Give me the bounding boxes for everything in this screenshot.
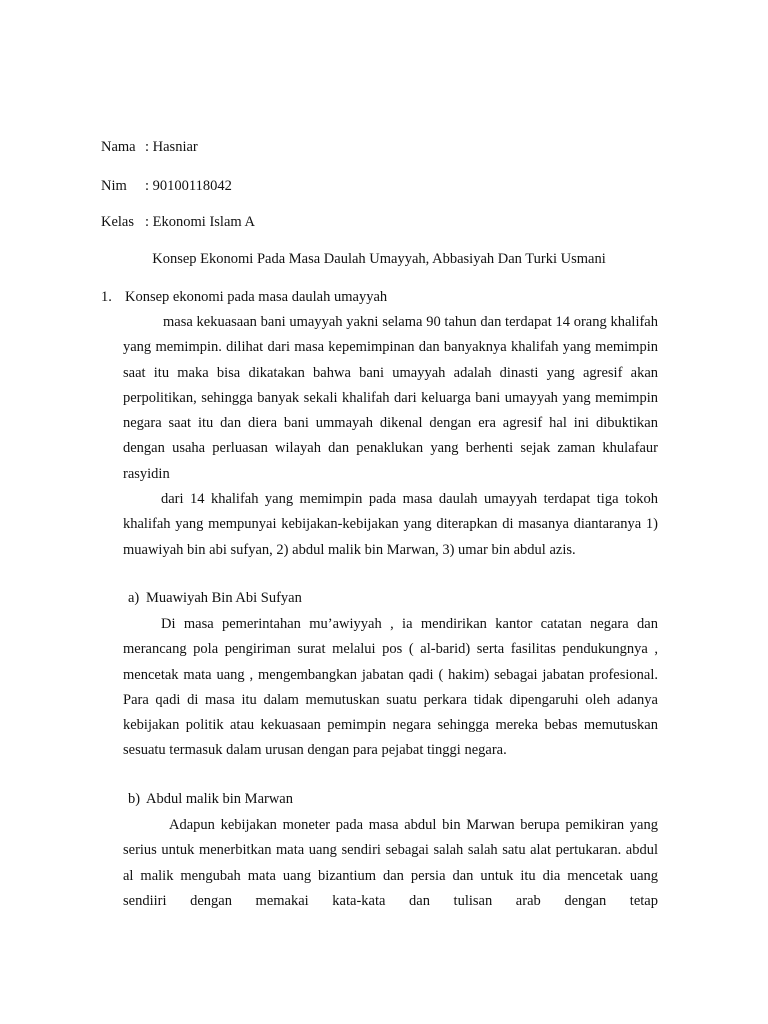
section-1-paragraph-2: dari 14 khalifah yang memimpin pada masa daulah umayyah terdapat tiga tokoh khalifah yang mempunyai kebijakan-kebijakan yang diterapkan di masanya diantaranya 1) muawiyah bin abi sufyan, 2) abdul malik bin Marwan, 3) umar bin abdul azis. — [123, 491, 658, 558]
subsection-a-title: Muawiyah Bin Abi Sufyan — [146, 590, 302, 606]
section-1-number: 1. — [101, 289, 112, 305]
subsection-b-title: Abdul malik bin Marwan — [146, 791, 293, 807]
subsection-b-heading — [128, 789, 293, 809]
nama-label: Nama — [101, 139, 136, 155]
kelas-value: : Ekonomi Islam A — [145, 214, 255, 230]
section-1-paragraph-1: masa kekuasaan bani umayyah yakni selama 90 tahun dan terdapat 14 orang khalifah yang memimpin. dilihat dari masa kepemimpinan dan banyaknya khalifah yang memimpin saat itu maka bisa dikatakan bahwa bani umayyah adalah dinasti yang agresif akan perpolitikan, sehingga banyak sekali khalifah dari keluarga bani umayyah yang memimpin negara saat itu dan diera bani ummayah dikenal dengan era agresif hal ini dibuktikan dengan usaha perluasan wilayah dan penaklukan yang berhenti sejak zaman khulafaur rasyidin — [123, 314, 658, 482]
document-title: Konsep Ekonomi Pada Masa Daulah Umayyah, Abbasiyah Dan Turki Usmani — [152, 251, 606, 267]
nim-line — [101, 176, 232, 196]
kelas-label: Kelas — [101, 214, 135, 230]
nim-value: : 90100118042 — [145, 178, 232, 194]
subsection-a-number: a) — [128, 590, 140, 606]
subsection-a-heading — [128, 588, 302, 608]
kelas-line — [101, 212, 255, 232]
section-1-title: Konsep ekonomi pada masa daulah umayyah — [125, 289, 388, 305]
subsection-a-paragraph: Di masa pemerintahan mu’awiyyah , ia mendirikan kantor catatan negara dan merancang pola pengiriman surat melalui pos ( al-barid) serta fasilitas pendukungnya , mencetak mata uang , mengembangkan jabatan qadi ( hakim) sebagai jabatan profesional. Para qadi di masa itu dalam memutuskan suatu perkara tidak dipengaruhi oleh adanya kebijakan politik atau kekuasaan pemimpin negara sehingga mereka bebas memutuskan sesuatu termasuk dalam urusan dengan para pejabat tinggi negara. — [123, 616, 658, 759]
subsection-b-paragraph: Adapun kebijakan moneter pada masa abdul bin Marwan berupa pemikiran yang serius untuk menerbitkan mata uang sendiri sebagai salah salah satu alat pertukaran. abdul al malik mengubah mata uang bizantium dan persia dan untuk itu dia mencetak uang sendiiri dengan memakai kata-kata dan tulisan arab dengan tetap — [123, 817, 658, 909]
section-1-heading — [101, 287, 387, 307]
nim-label: Nim — [101, 178, 127, 194]
nama-line — [101, 137, 198, 157]
subsection-b-number: b) — [128, 791, 141, 807]
nama-value: : Hasniar — [145, 139, 198, 155]
